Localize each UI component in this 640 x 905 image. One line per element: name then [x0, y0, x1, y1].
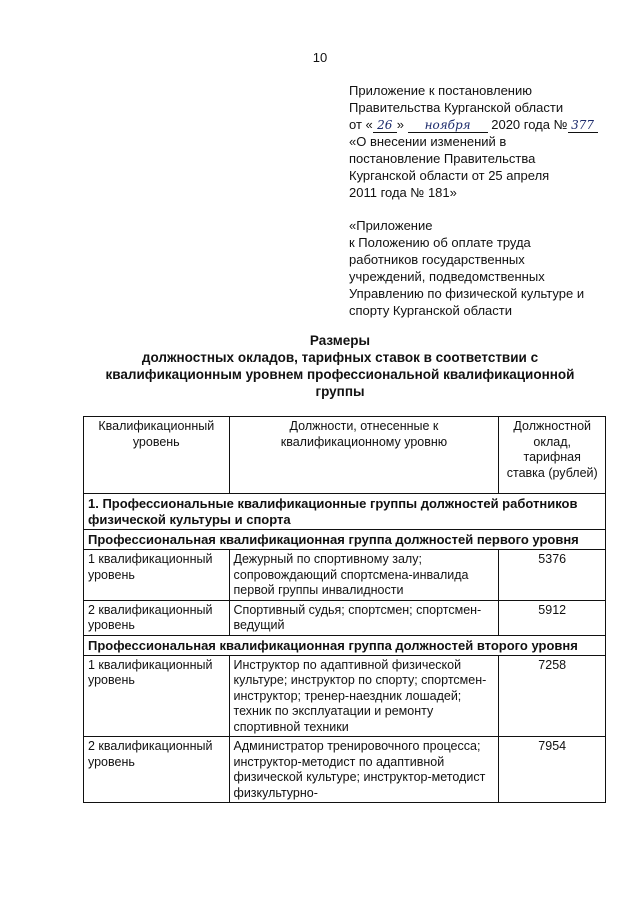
document-number-handwritten: 377 — [568, 118, 598, 133]
sub-attachment-line: спорту Курганской области — [349, 303, 513, 318]
row-level: 2 квалификационный уровень — [84, 737, 230, 803]
row-positions: Администратор тренировочного процесса; инструктор-методист по адаптивной физической культуре; инструктор-методист физкультурно- — [229, 737, 499, 803]
date-day-handwritten: 26 — [373, 118, 397, 133]
section-title: 1. Профессиональные квалификационные группы должностей работников физической культуры и спорта — [84, 494, 606, 530]
header-salary: Должностной оклад, тарифная ставка (рублей) — [499, 417, 606, 494]
title-line: квалификационным уровнем профессиональной квалификационной — [105, 367, 575, 382]
row-level: 1 квалификационный уровень — [84, 550, 230, 601]
row-positions: Спортивный судья; спортсмен; спортсмен-ведущий — [229, 600, 499, 635]
page-number: 10 — [312, 50, 328, 65]
title-line: Размеры — [309, 333, 371, 348]
quote-line: постановление Правительства — [349, 151, 536, 166]
sub-attachment-line: работников государственных — [349, 252, 525, 267]
attachment-line: Приложение к постановлению — [349, 83, 532, 98]
table-header-row — [84, 417, 606, 494]
title-line: группы — [315, 384, 365, 399]
sub-attachment-line: Управлению по физической культуре и — [349, 286, 585, 301]
attachment-date-line — [349, 116, 619, 133]
row-positions: Инструктор по адаптивной физической культуре; инструктор по спорту; спортсмен-инструктор; тренер-наездник лошадей; техник по эксплуатации и ремонту спортивной техники — [229, 655, 499, 737]
attachment-line: Правительства Курганской области — [349, 100, 564, 115]
row-level: 2 квалификационный уровень — [84, 600, 230, 635]
title-line: должностных окладов, тарифных ставок в соответствии с — [141, 350, 539, 365]
sub-attachment-line: учреждений, подведомственных — [349, 269, 545, 284]
table-row — [84, 550, 606, 601]
row-level: 1 квалификационный уровень — [84, 655, 230, 737]
table-row — [84, 600, 606, 635]
salary-table — [83, 416, 606, 803]
row-positions: Дежурный по спортивному залу; сопровождающий спортсмена-инвалида первой группы инвалидности — [229, 550, 499, 601]
sub-attachment-line: «Приложение — [349, 218, 433, 233]
group-row — [84, 530, 606, 550]
header-positions: Должности, отнесенные к квалификационному уровню — [229, 417, 499, 494]
table-row — [84, 737, 606, 803]
section-row — [84, 494, 606, 530]
date-month-handwritten: ноября — [408, 118, 488, 133]
row-salary: 5912 — [499, 600, 606, 635]
row-salary: 7954 — [499, 737, 606, 803]
date-mid: » — [396, 117, 404, 132]
attachment-block — [349, 82, 619, 319]
quote-line: Курганской области от 25 апреля — [349, 168, 550, 183]
header-level: Квалификационный уровень — [84, 417, 230, 494]
row-salary: 5376 — [499, 550, 606, 601]
quote-line: 2011 года № 181» — [349, 185, 457, 200]
sub-attachment-line: к Положению об оплате труда — [349, 235, 531, 250]
document-title — [90, 332, 590, 400]
group-title: Профессиональная квалификационная группа должностей второго уровня — [84, 635, 606, 655]
row-salary: 7258 — [499, 655, 606, 737]
group-title: Профессиональная квалификационная группа должностей первого уровня — [84, 530, 606, 550]
table-row — [84, 655, 606, 737]
date-prefix: от « — [349, 117, 373, 132]
date-year: 2020 года № — [491, 117, 568, 132]
quote-line: «О внесении изменений в — [349, 134, 507, 149]
group-row — [84, 635, 606, 655]
